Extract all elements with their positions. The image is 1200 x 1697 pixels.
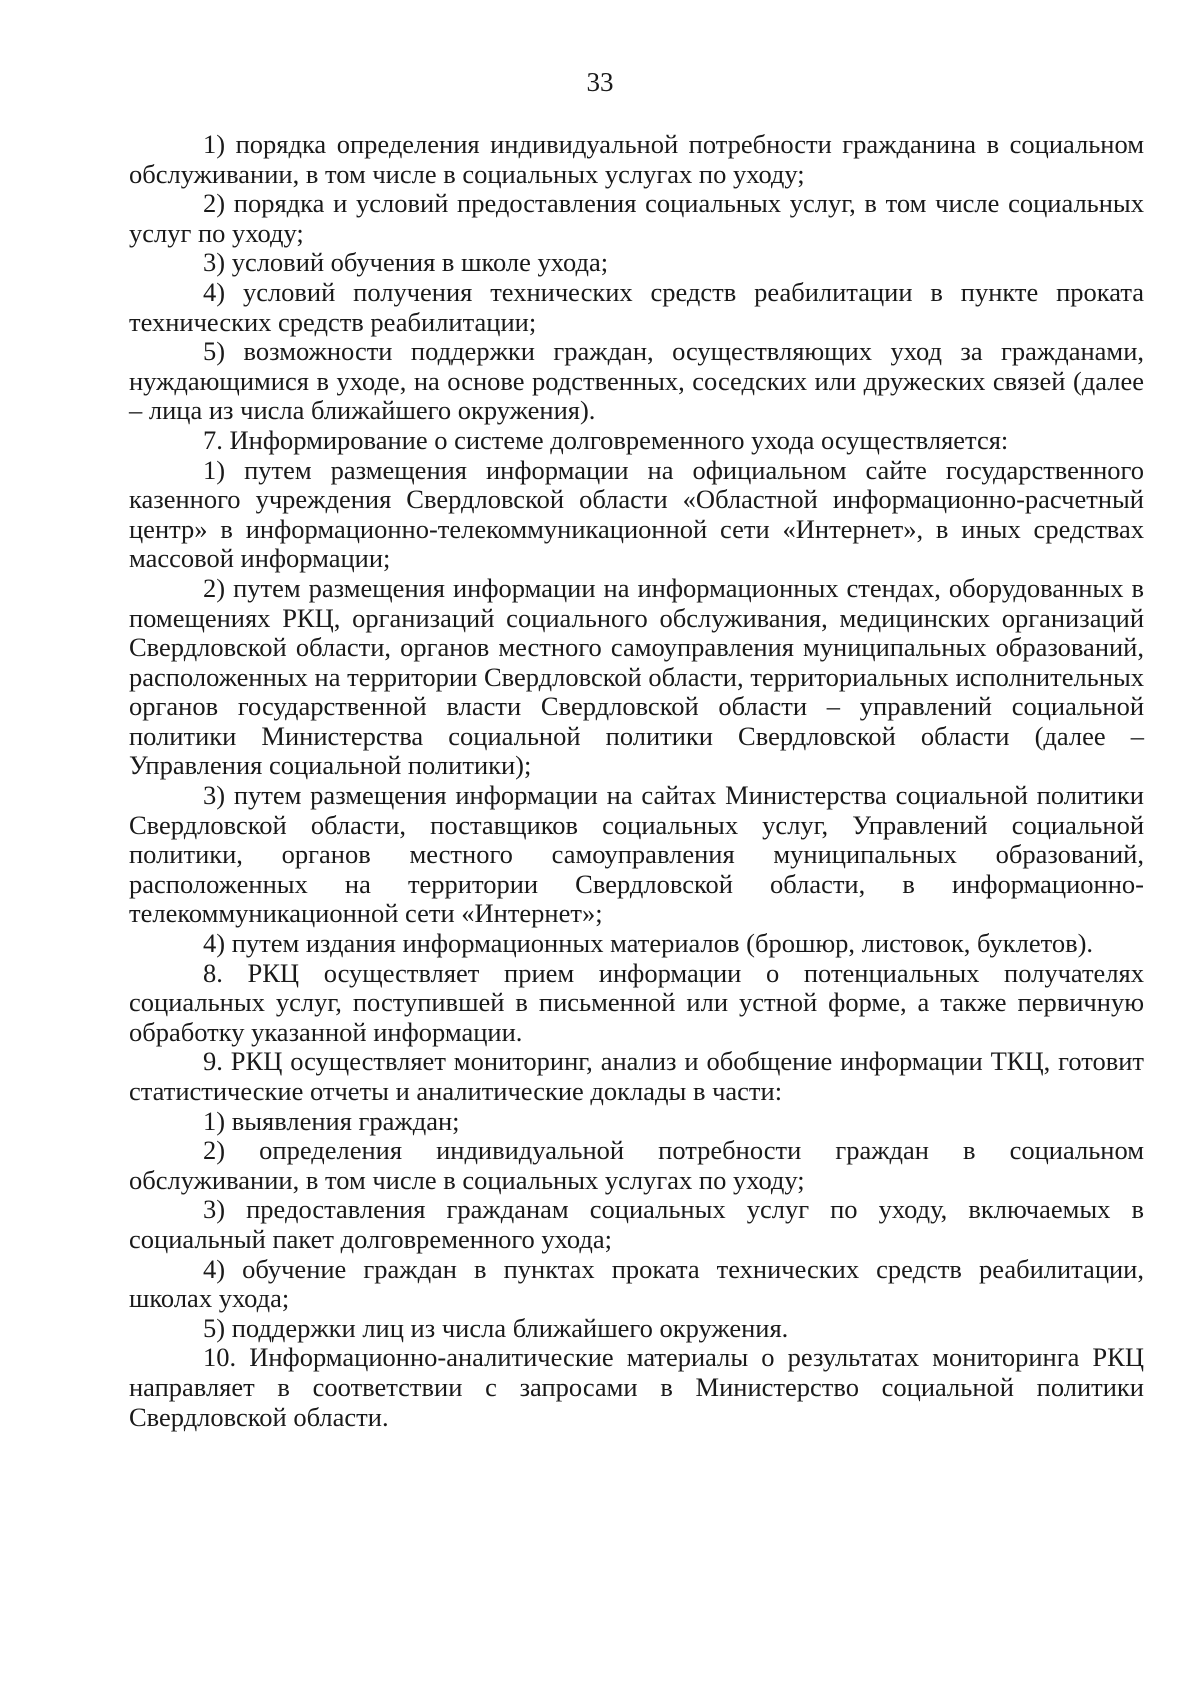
paragraph-item-1-order-determination: 1) порядка определения индивидуальной потребности гражданина в социальном обслуживании, в том числе в социальных услугах по уходу;	[129, 129, 1144, 189]
paragraph-item-5-support: 5) возможности поддержки граждан, осуществляющих уход за гражданами, нуждающимися в уходе, на основе родственных, соседских или дружеских связей (далее – лица из числа ближайшего окружения).	[129, 336, 1144, 426]
paragraph-clause-7-item-4: 4) путем издания информационных материалов (брошюр, листовок, буклетов).	[203, 928, 1094, 959]
paragraph-clause-9-item-4: 4) обучение граждан в пунктах проката технических средств реабилитации, школах ухода;	[129, 1253, 1144, 1314]
paragraph-clause-9-item-3: 3) предоставления гражданам социальных услуг по уходу, включаемых в социальный пакет долговременного ухода;	[129, 1194, 1144, 1254]
paragraph-clause-10: 10. Информационно-аналитические материалы о результатах мониторинга РКЦ направляет в соответствии с запросами в Министерство социальной политики Свердловской области.	[129, 1342, 1144, 1432]
paragraph-item-2-order-conditions: 2) порядка и условий предоставления социальных услуг, в том числе социальных услуг по уходу;	[129, 188, 1144, 248]
paragraph-clause-8: 8. РКЦ осуществляет прием информации о потенциальных получателях социальных услуг, поступившей в письменной или устной форме, а также первичную обработку указанной информации.	[129, 957, 1144, 1047]
paragraph-clause-7-item-2: 2) путем размещения информации на информационных стендах, оборудованных в помещениях РКЦ, организаций социального обслуживания, медицинских организаций Свердловской области, органов местного самоуправления муниципальных образований, расположенных на территории Свердловской области, территориальных исполнительных органов государственной власти Свердловской области – управлений социальной политики Министерства социальной политики Свердловской области (далее – Управления социальной политики);	[129, 572, 1144, 781]
paragraph-item-3-care-school: 3) условий обучения в школе ухода;	[203, 247, 609, 278]
paragraph-clause-9-item-5: 5) поддержки лиц из числа ближайшего окружения.	[203, 1312, 789, 1343]
paragraph-clause-9: 9. РКЦ осуществляет мониторинг, анализ и обобщение информации ТКЦ, готовит статистические отчеты и аналитические доклады в части:	[129, 1046, 1144, 1106]
paragraph-clause-9-item-2: 2) определения индивидуальной потребности граждан в социальном обслуживании, в том числе в социальных услугах по уходу;	[129, 1135, 1144, 1195]
paragraph-clause-7: 7. Информирование о системе долговременного ухода осуществляется:	[203, 424, 1009, 455]
page-number: 33	[586, 67, 614, 97]
paragraph-clause-7-item-3: 3) путем размещения информации на сайтах Министерства социальной политики Свердловской области, поставщиков социальных услуг, Управлений социальной политики, органов местного самоуправления муниципальных образований, расположенных на территории Свердловской области, в информационно-телекоммуникационной сети «Интернет»;	[129, 780, 1144, 929]
document-body	[129, 130, 1144, 1432]
paragraph-clause-7-item-1: 1) путем размещения информации на официальном сайте государственного казенного учреждения Свердловской области «Областной информационно-расчетный центр» в информационно-телекоммуникационной сети «Интернет», в иных средствах массовой информации;	[129, 454, 1144, 574]
paragraph-clause-9-item-1: 1) выявления граждан;	[203, 1105, 460, 1136]
paragraph-item-4-rehab-equipment: 4) условий получения технических средств реабилитации в пункте проката технических средств реабилитации;	[129, 276, 1144, 337]
